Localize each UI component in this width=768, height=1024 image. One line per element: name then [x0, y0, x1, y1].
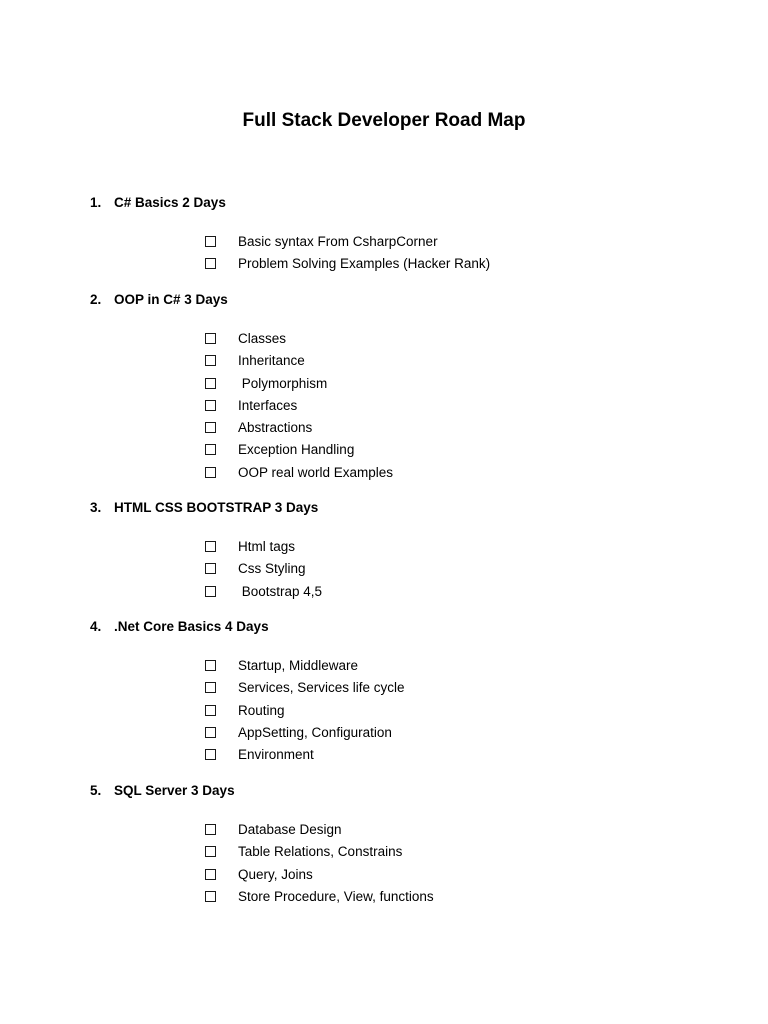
checklist-item	[0, 439, 768, 461]
checklist-item-label: Store Procedure, View, functions	[238, 888, 434, 904]
checkbox[interactable]	[205, 236, 216, 247]
checklist-item-label: Table Relations, Constrains	[238, 844, 403, 860]
checklist-item	[0, 373, 768, 395]
section-number: 1.	[90, 195, 102, 210]
checkbox[interactable]	[205, 660, 216, 671]
checklist-item-label: Services, Services life cycle	[238, 680, 405, 696]
checklist-item	[0, 819, 768, 841]
checklist-item-label: AppSetting, Configuration	[238, 724, 392, 740]
checklist-item-label: Bootstrap 4,5	[238, 583, 323, 599]
checkbox[interactable]	[205, 705, 216, 716]
checklist-item-label: Problem Solving Examples (Hacker Rank)	[238, 256, 491, 272]
checkbox[interactable]	[205, 891, 216, 902]
checklist	[0, 536, 768, 603]
section-html-css-bootstrap	[0, 498, 768, 603]
section-csharp-basics	[0, 193, 768, 276]
checklist	[0, 328, 768, 484]
checkbox[interactable]	[205, 444, 216, 455]
checkbox[interactable]	[205, 749, 216, 760]
checklist-item	[0, 253, 768, 275]
checkbox[interactable]	[205, 541, 216, 552]
checklist-item-label: Classes	[238, 331, 287, 346]
checkbox[interactable]	[205, 333, 216, 344]
checklist-item	[0, 744, 768, 766]
checklist-item	[0, 655, 768, 677]
checklist-item	[0, 864, 768, 886]
checklist-item	[0, 395, 768, 417]
checklist-item	[0, 700, 768, 722]
checklist-item-label: Basic syntax From CsharpCorner	[238, 234, 438, 249]
checklist-item	[0, 722, 768, 744]
checklist-item-label: Startup, Middleware	[238, 658, 359, 673]
section-sql-server	[0, 781, 768, 908]
checklist-item-label: Polymorphism	[238, 375, 328, 391]
section-heading	[0, 617, 768, 637]
section-label: .Net Core Basics 4 Days	[114, 619, 269, 634]
section-label: SQL Server 3 Days	[114, 783, 235, 798]
page-title: Full Stack Developer Road Map	[242, 110, 526, 131]
checklist-item-label: Abstractions	[238, 420, 313, 436]
checklist-item-label: Interfaces	[238, 397, 298, 413]
checklist-item	[0, 417, 768, 439]
checkbox[interactable]	[205, 682, 216, 693]
checklist-item	[0, 462, 768, 484]
checklist-item-label: Database Design	[238, 822, 342, 837]
section-number: 5.	[90, 783, 102, 798]
checkbox[interactable]	[205, 422, 216, 433]
section-heading	[0, 193, 768, 213]
checkbox[interactable]	[205, 824, 216, 835]
checkbox[interactable]	[205, 355, 216, 366]
checklist	[0, 819, 768, 908]
section-oop	[0, 290, 768, 484]
checkbox[interactable]	[205, 378, 216, 389]
section-heading	[0, 781, 768, 801]
checklist-item-label: Query, Joins	[238, 866, 313, 882]
section-heading	[0, 498, 768, 518]
section-number: 4.	[90, 619, 102, 634]
checklist-item-label: Routing	[238, 702, 285, 718]
checklist-item-label: Html tags	[238, 539, 296, 554]
checklist-item-label: Css Styling	[238, 561, 306, 577]
checkbox[interactable]	[205, 258, 216, 269]
checkbox[interactable]	[205, 869, 216, 880]
checkbox[interactable]	[205, 846, 216, 857]
checkbox[interactable]	[205, 727, 216, 738]
checklist-item	[0, 231, 768, 253]
checklist-item-label: OOP real world Examples	[238, 464, 394, 480]
checklist	[0, 231, 768, 276]
section-number: 3.	[90, 500, 102, 515]
section-number: 2.	[90, 292, 102, 307]
checklist-item	[0, 536, 768, 558]
checkbox[interactable]	[205, 586, 216, 597]
section-heading	[0, 290, 768, 310]
section-label: HTML CSS BOOTSTRAP 3 Days	[114, 500, 319, 515]
checklist-item	[0, 581, 768, 603]
checklist	[0, 655, 768, 766]
checklist-item	[0, 886, 768, 908]
checklist-item-label: Inheritance	[238, 353, 305, 369]
checklist-item-label: Exception Handling	[238, 442, 355, 458]
checklist-item	[0, 558, 768, 580]
checklist-item-label: Environment	[238, 747, 314, 763]
checklist-item	[0, 328, 768, 350]
checklist-item	[0, 841, 768, 863]
checklist-item	[0, 350, 768, 372]
checkbox[interactable]	[205, 400, 216, 411]
section-net-core-basics	[0, 617, 768, 766]
section-label: OOP in C# 3 Days	[114, 292, 228, 307]
checkbox[interactable]	[205, 467, 216, 478]
checklist-item	[0, 677, 768, 699]
checkbox[interactable]	[205, 563, 216, 574]
section-label: C# Basics 2 Days	[114, 195, 226, 210]
